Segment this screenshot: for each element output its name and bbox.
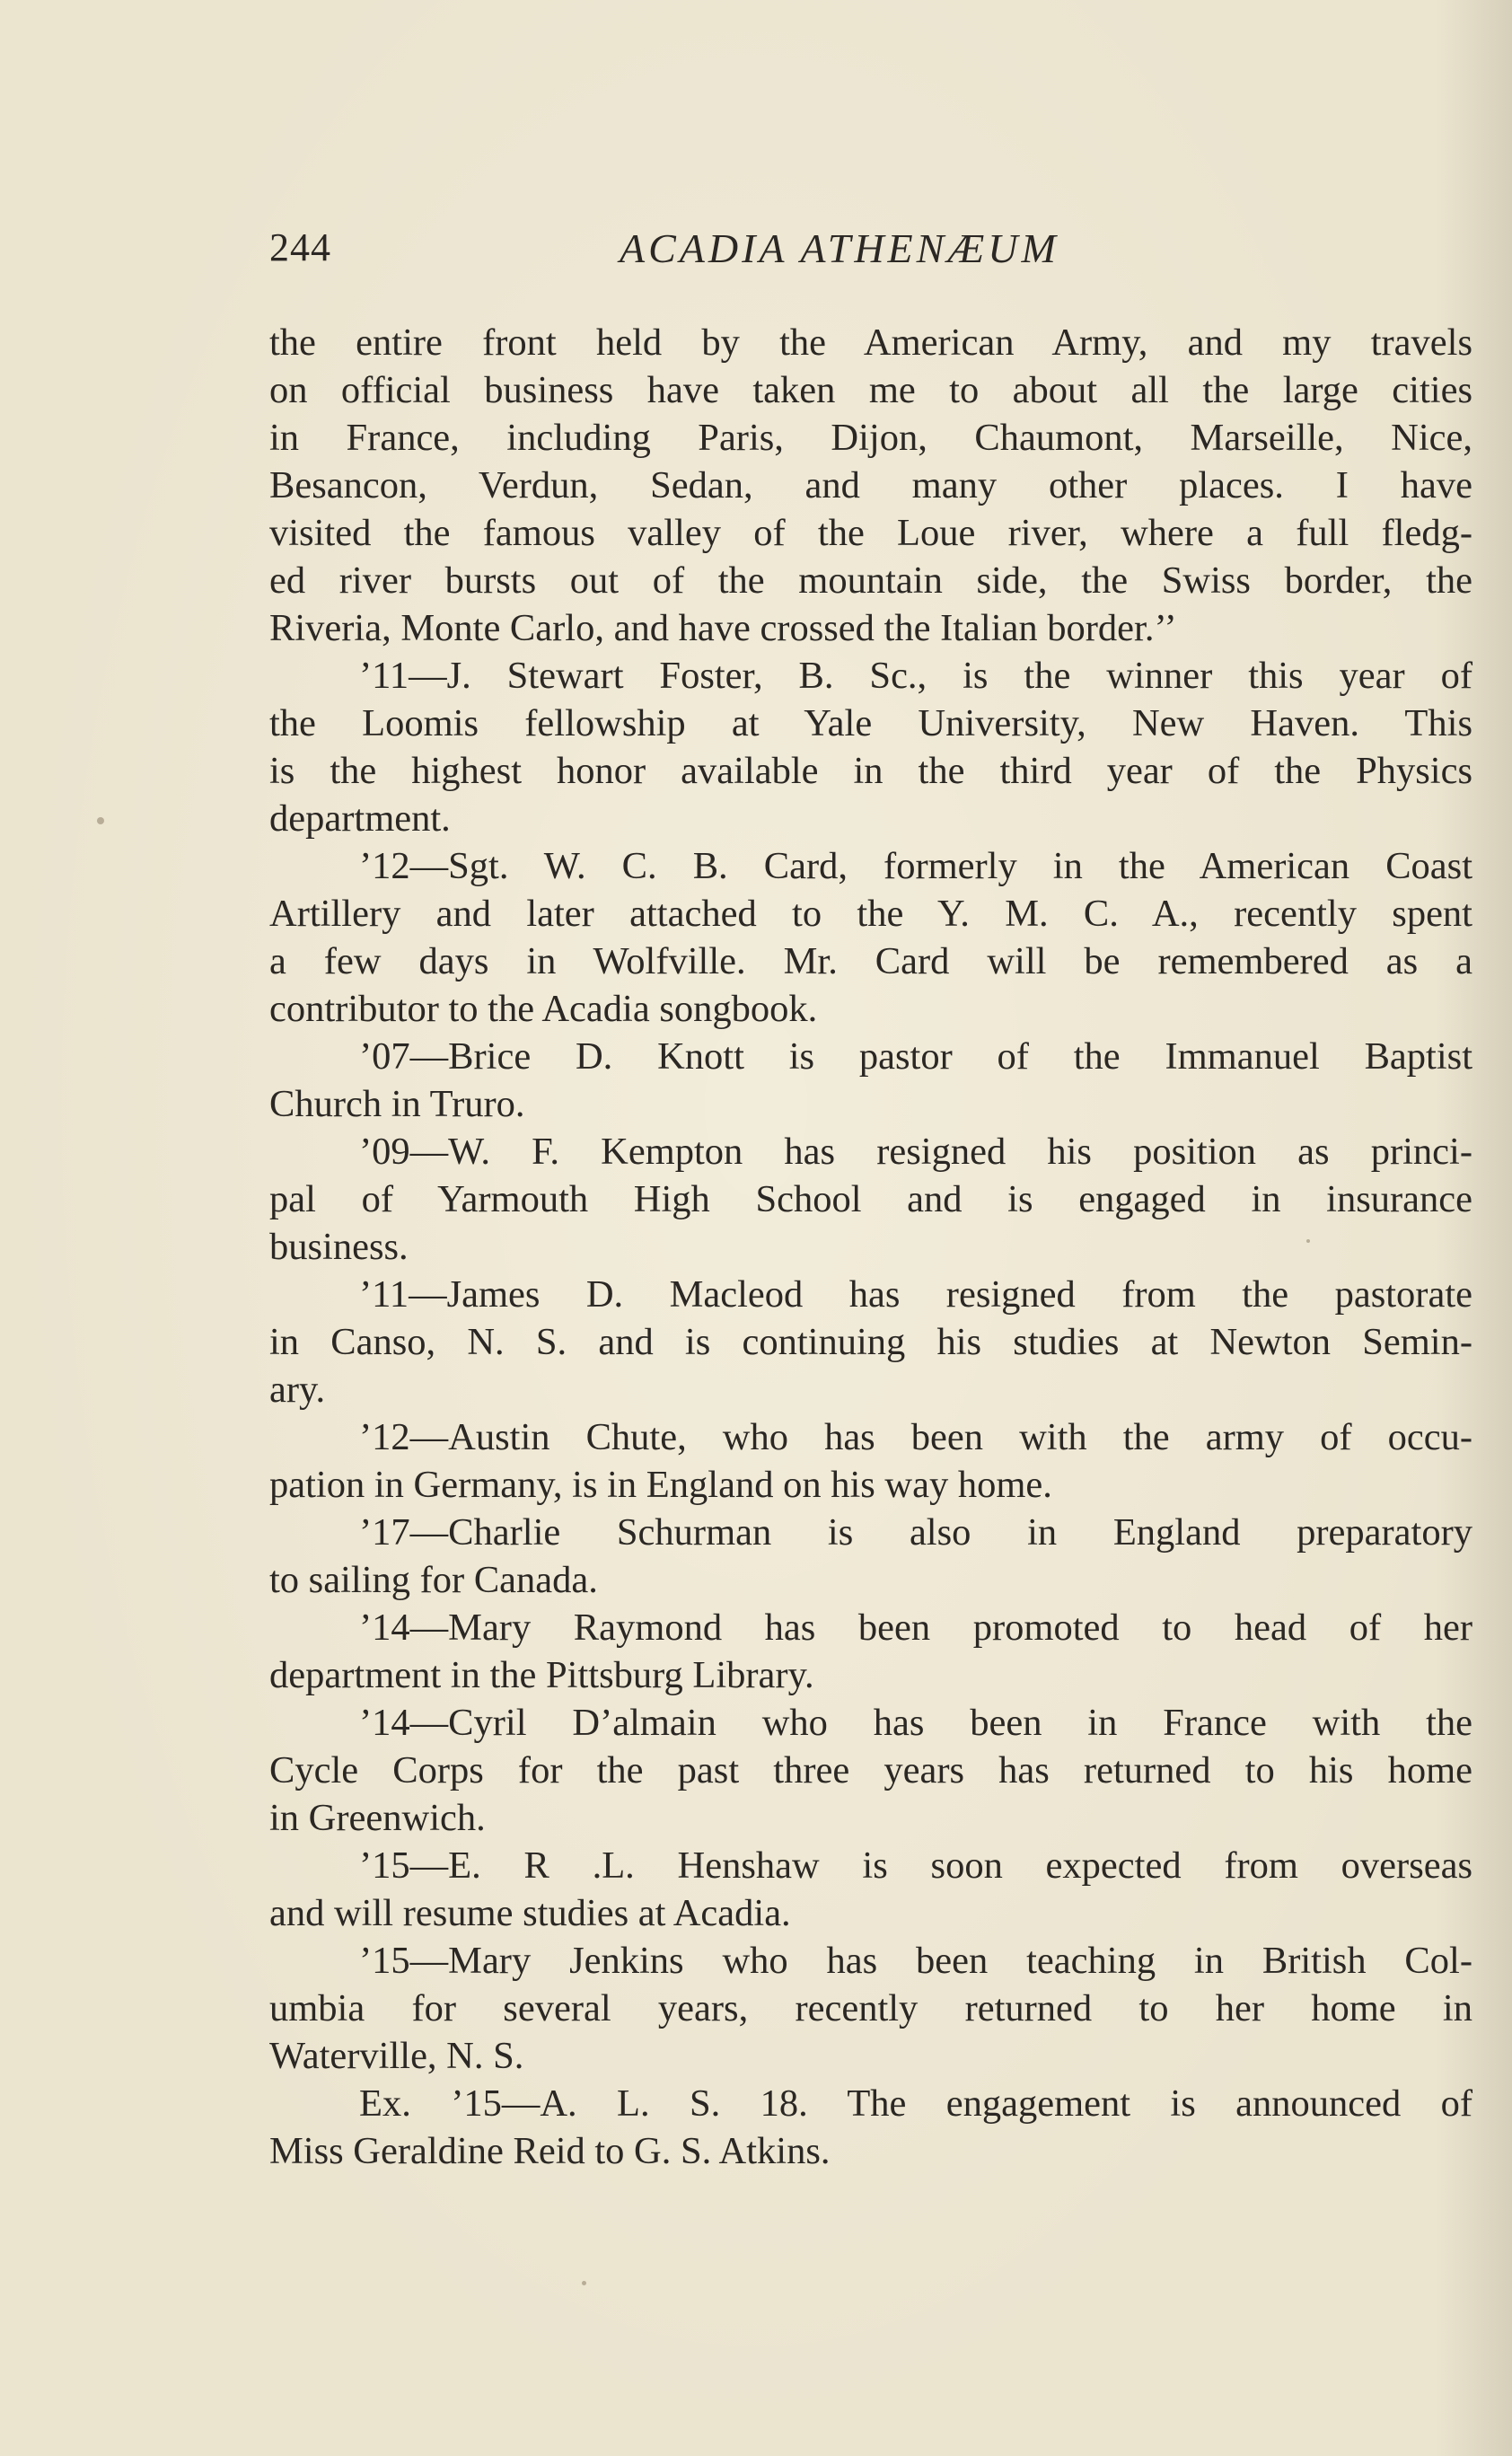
text-line: ’11—James D. Macleod has resigned from the pastorate bbox=[359, 1273, 1472, 1316]
text-line: visited the famous valley of the Loue river, where a full fledg- bbox=[269, 512, 1472, 554]
text-line: ’14—Mary Raymond has been promoted to head of her bbox=[359, 1607, 1472, 1649]
text-line: Miss Geraldine Reid to G. S. Atkins. bbox=[269, 2130, 831, 2172]
text-line: Waterville, N. S. bbox=[269, 2035, 524, 2077]
text-line: in Canso, N. S. and is continuing his studies at Newton Semin- bbox=[269, 1321, 1472, 1363]
running-head bbox=[269, 224, 1472, 278]
text-line: umbia for several years, recently returned to her home in bbox=[269, 1987, 1472, 2029]
journal-title: ACADIA ATHENÆUM bbox=[620, 225, 1059, 271]
text-line: ary. bbox=[269, 1369, 326, 1411]
text-line: in Greenwich. bbox=[269, 1797, 486, 1839]
text-line: in France, including Paris, Dijon, Chaumont, Marseille, Nice, bbox=[269, 417, 1472, 459]
text-line: ’14—Cyril D’almain who has been in France with the bbox=[359, 1702, 1472, 1744]
text-line: on official business have taken me to about all the large cities bbox=[269, 369, 1472, 411]
text-line: ’12—Sgt. W. C. B. Card, formerly in the American Coast bbox=[359, 845, 1472, 887]
text-line: ’07—Brice D. Knott is pastor of the Immanuel Baptist bbox=[359, 1035, 1472, 1078]
page-number: 244 bbox=[269, 225, 331, 269]
text-line: department in the Pittsburg Library. bbox=[269, 1654, 814, 1696]
text-line: ’15—E. R .L. Henshaw is soon expected from overseas bbox=[359, 1844, 1472, 1887]
article-body bbox=[269, 319, 1472, 2175]
text-line: and will resume studies at Acadia. bbox=[269, 1892, 791, 1934]
text-line: ’12—Austin Chute, who has been with the army of occu- bbox=[359, 1416, 1472, 1458]
text-line: a few days in Wolfville. Mr. Card will be remembered as a bbox=[269, 940, 1472, 982]
text-line: Cycle Corps for the past three years has returned to his home bbox=[269, 1749, 1472, 1791]
text-line: ’11—J. Stewart Foster, B. Sc., is the winner this year of bbox=[359, 655, 1472, 697]
text-line: Besancon, Verdun, Sedan, and many other places. I have bbox=[269, 464, 1472, 506]
text-line: contributor to the Acadia songbook. bbox=[269, 988, 818, 1030]
text-line: to sailing for Canada. bbox=[269, 1559, 598, 1601]
page-speck bbox=[1306, 1239, 1310, 1243]
text-line: pal of Yarmouth High School and is engaged in insurance bbox=[269, 1178, 1472, 1220]
text-line: the Loomis fellowship at Yale University, New Haven. This bbox=[269, 702, 1472, 744]
text-line: Artillery and later attached to the Y. M. C. A., recently spent bbox=[269, 893, 1472, 935]
text-line: pation in Germany, is in England on his way home. bbox=[269, 1464, 1052, 1506]
text-line: Ex. ’15—A. L. S. 18. The engagement is announced of bbox=[359, 2082, 1472, 2125]
text-line: ed river bursts out of the mountain side, the Swiss border, the bbox=[269, 559, 1472, 602]
page-speck bbox=[582, 2281, 586, 2285]
text-line: Riveria, Monte Carlo, and have crossed the Italian border.’’ bbox=[269, 607, 1177, 649]
text-line: ’15—Mary Jenkins who has been teaching in British Col- bbox=[359, 1940, 1472, 1982]
text-line: ’17—Charlie Schurman is also in England preparatory bbox=[359, 1511, 1472, 1554]
text-line: department. bbox=[269, 797, 451, 840]
text-line: business. bbox=[269, 1226, 409, 1268]
text-line: the entire front held by the American Army, and my travels bbox=[269, 321, 1472, 364]
text-line: is the highest honor available in the third year of the Physics bbox=[269, 750, 1472, 792]
text-line: Church in Truro. bbox=[269, 1083, 525, 1125]
text-line: ’09—W. F. Kempton has resigned his position as princi- bbox=[359, 1131, 1472, 1173]
page-speck bbox=[97, 817, 104, 824]
